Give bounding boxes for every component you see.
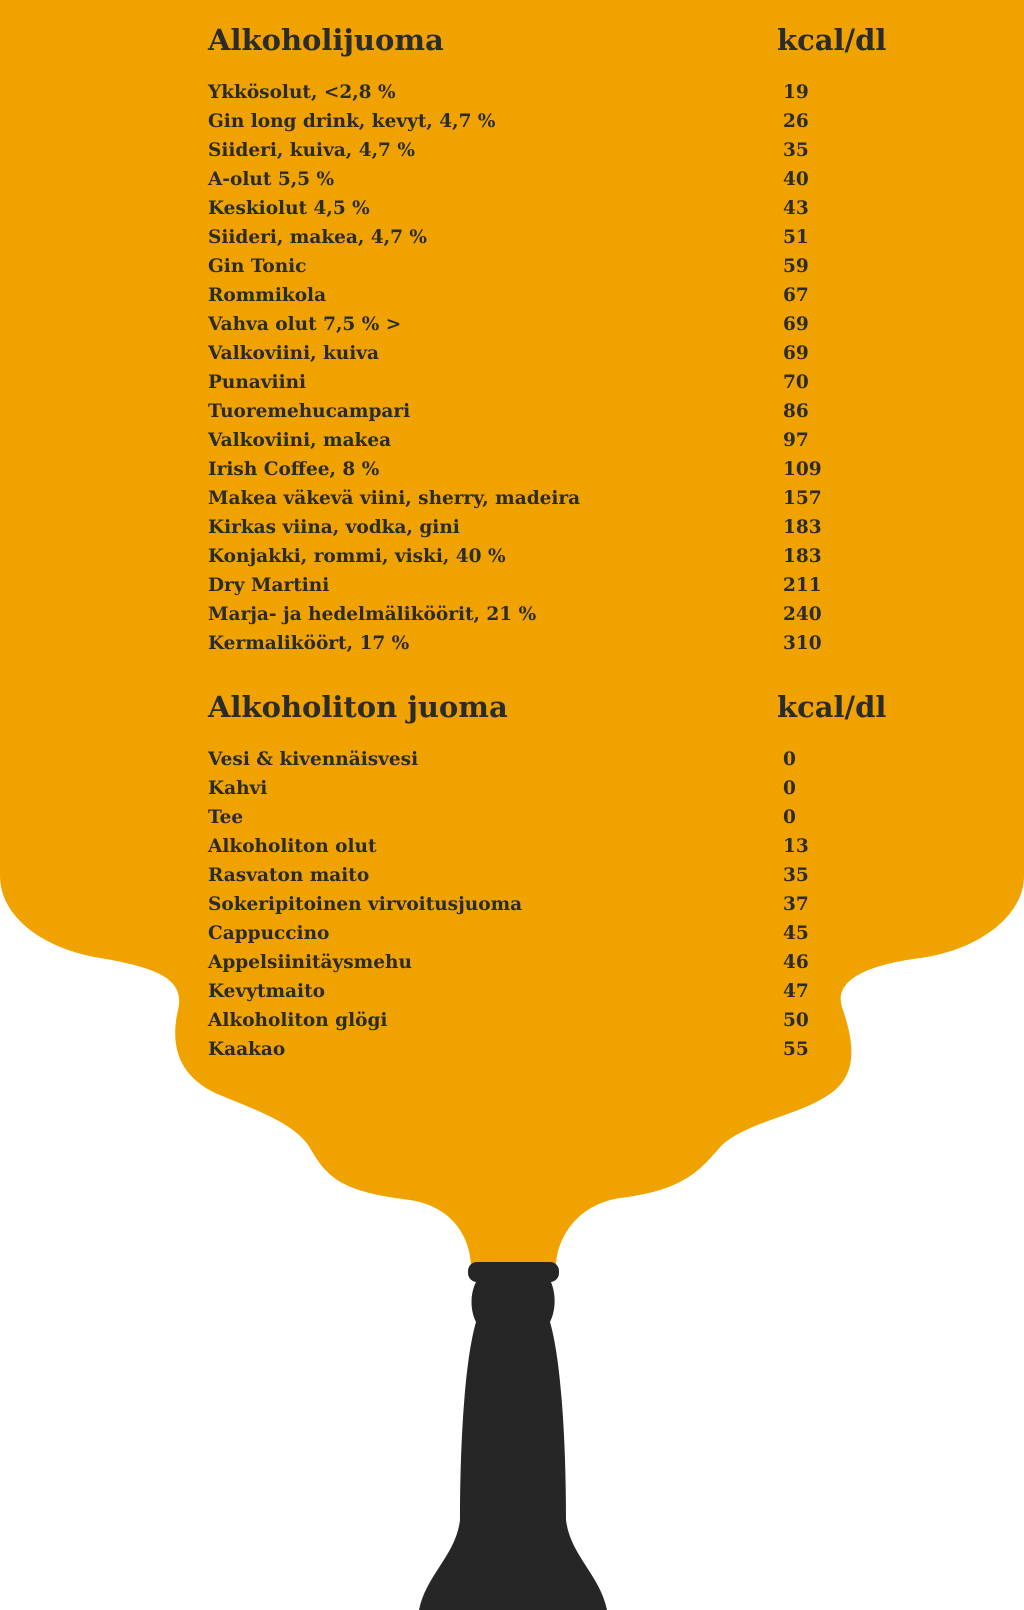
drink-kcal: 70 — [783, 372, 809, 393]
table-row — [208, 832, 878, 861]
table-row — [208, 165, 878, 194]
drink-kcal: 69 — [783, 343, 809, 364]
table-row — [208, 281, 878, 310]
table-row — [208, 136, 878, 165]
table-row — [208, 803, 878, 832]
table-row — [208, 484, 878, 513]
drink-kcal: 0 — [783, 778, 796, 799]
drink-name: A-olut 5,5 % — [208, 169, 335, 190]
drink-name: Siideri, kuiva, 4,7 % — [208, 140, 415, 161]
alcoholic-table-header — [208, 18, 887, 62]
drink-kcal: 19 — [783, 82, 809, 103]
table-row — [208, 890, 878, 919]
alcoholic-header-unit: kcal/dl — [777, 23, 887, 57]
drink-name: Gin Tonic — [208, 256, 307, 277]
drink-kcal: 46 — [783, 952, 809, 973]
table-row — [208, 455, 878, 484]
alcoholic-header-title: Alkoholijuoma — [208, 23, 444, 57]
drink-name: Dry Martini — [208, 575, 330, 596]
drink-kcal: 35 — [783, 140, 809, 161]
drink-kcal: 40 — [783, 169, 809, 190]
table-row — [208, 600, 878, 629]
table-row — [208, 745, 878, 774]
nonalcoholic-table-header — [208, 685, 887, 729]
table-row — [208, 426, 878, 455]
table-row — [208, 1006, 878, 1035]
drink-kcal: 35 — [783, 865, 809, 886]
table-row — [208, 571, 878, 600]
table-row — [208, 368, 878, 397]
drink-name: Tee — [208, 807, 244, 828]
drink-name: Punaviini — [208, 372, 307, 393]
alcoholic-drinks-table — [208, 18, 887, 658]
drink-kcal: 47 — [783, 981, 809, 1002]
alcoholic-rows — [208, 78, 878, 658]
table-row — [208, 861, 878, 890]
drink-name: Kahvi — [208, 778, 268, 799]
drink-kcal: 55 — [783, 1039, 809, 1060]
drink-kcal: 310 — [783, 633, 822, 654]
drink-name: Keskiolut 4,5 % — [208, 198, 370, 219]
drink-name: Makea väkevä viini, sherry, madeira — [208, 488, 581, 509]
bottle-silhouette — [419, 1262, 607, 1610]
table-row — [208, 107, 878, 136]
drink-kcal: 67 — [783, 285, 809, 306]
drink-kcal: 37 — [783, 894, 809, 915]
table-row — [208, 542, 878, 571]
drink-name: Vesi & kivennäisvesi — [208, 749, 419, 770]
drink-kcal: 183 — [783, 517, 822, 538]
bottle-body — [419, 1282, 607, 1610]
bottle-cap — [468, 1262, 559, 1282]
drink-name: Siideri, makea, 4,7 % — [208, 227, 428, 248]
drink-name: Kevytmaito — [208, 981, 325, 1002]
drink-kcal: 51 — [783, 227, 809, 248]
drink-name: Marja- ja hedelmäliköörit, 21 % — [208, 604, 537, 625]
drink-name: Kaakao — [208, 1039, 286, 1060]
drink-kcal: 69 — [783, 314, 809, 335]
nonalcoholic-header-title: Alkoholiton juoma — [208, 690, 508, 724]
drink-kcal: 13 — [783, 836, 809, 857]
table-row — [208, 194, 878, 223]
drink-kcal: 59 — [783, 256, 809, 277]
drink-kcal: 43 — [783, 198, 809, 219]
drink-kcal: 157 — [783, 488, 822, 509]
table-row — [208, 919, 878, 948]
table-row — [208, 629, 878, 658]
drink-name: Konjakki, rommi, viski, 40 % — [208, 546, 506, 567]
drink-kcal: 45 — [783, 923, 809, 944]
drink-name: Cappuccino — [208, 923, 330, 944]
drink-kcal: 50 — [783, 1010, 809, 1031]
drink-kcal: 0 — [783, 807, 796, 828]
drink-name: Rasvaton maito — [208, 865, 370, 886]
drink-kcal: 97 — [783, 430, 809, 451]
table-row — [208, 977, 878, 1006]
table-row — [208, 1035, 878, 1064]
drink-name: Sokeripitoinen virvoitusjuoma — [208, 894, 523, 915]
drink-kcal: 211 — [783, 575, 822, 596]
drink-name: Valkoviini, kuiva — [208, 343, 380, 364]
nonalcoholic-drinks-table — [208, 685, 887, 1064]
drink-name: Gin long drink, kevyt, 4,7 % — [208, 111, 496, 132]
drink-name: Kirkas viina, vodka, gini — [208, 517, 460, 538]
drink-name: Alkoholiton glögi — [208, 1010, 388, 1031]
table-row — [208, 397, 878, 426]
drink-kcal: 183 — [783, 546, 822, 567]
drink-name: Kermaliköört, 17 % — [208, 633, 410, 654]
drink-name: Appelsiinitäysmehu — [208, 952, 412, 973]
drink-kcal: 0 — [783, 749, 796, 770]
drink-kcal: 86 — [783, 401, 809, 422]
drink-name: Tuoremehucampari — [208, 401, 411, 422]
drink-name: Valkoviini, makea — [208, 430, 392, 451]
drink-name: Vahva olut 7,5 % > — [208, 314, 402, 335]
table-row — [208, 310, 878, 339]
drink-name: Rommikola — [208, 285, 327, 306]
drink-name: Ykkösolut, <2,8 % — [208, 82, 396, 103]
drink-kcal: 26 — [783, 111, 809, 132]
drink-name: Alkoholiton olut — [208, 836, 377, 857]
drink-name: Irish Coffee, 8 % — [208, 459, 380, 480]
drink-kcal: 109 — [783, 459, 822, 480]
drink-kcal: 240 — [783, 604, 822, 625]
table-row — [208, 78, 878, 107]
table-row — [208, 513, 878, 542]
table-row — [208, 339, 878, 368]
table-row — [208, 223, 878, 252]
nonalcoholic-header-unit: kcal/dl — [777, 690, 887, 724]
nonalcoholic-rows — [208, 745, 878, 1064]
table-row — [208, 774, 878, 803]
table-row — [208, 948, 878, 977]
table-row — [208, 252, 878, 281]
